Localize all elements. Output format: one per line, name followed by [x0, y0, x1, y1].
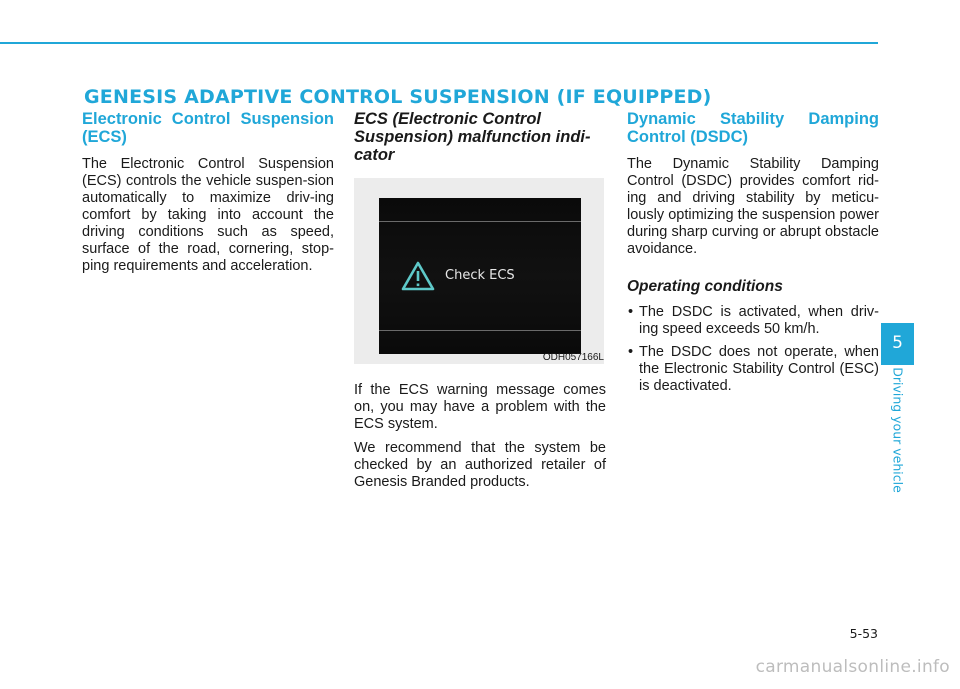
column-ecs: [82, 110, 334, 282]
chapter-tab-rule: [881, 363, 914, 365]
warning-triangle-icon: [401, 261, 435, 291]
dsdc-heading: Dynamic Stability Damping Control (DSDC): [627, 110, 879, 146]
page-number: 5-53: [849, 626, 878, 641]
dsdc-paragraph: The Dynamic Stability Damping Control (DSDC) provides comfort rid-ing and driving stability by meticu-lously optimizing the suspension power during sharp curving or abrupt obstacle avoidance.: [627, 156, 879, 257]
column-dsdc: [627, 110, 879, 401]
screen-message: Check ECS: [445, 268, 515, 283]
ecs-heading: Electronic Control Suspension (ECS): [82, 110, 334, 146]
ecs-paragraph: The Electronic Control Suspension (ECS) controls the vehicle suspen-sion automatically to maximize driv-ing comfort by taking into account the driving conditions such as speed, surface of the road, cornering, stop-ping requirements and acceleration.: [82, 156, 334, 274]
watermark: carmanualsonline.info: [755, 657, 950, 677]
top-rule: [0, 42, 878, 44]
chapter-tab: 5: [881, 323, 914, 363]
operating-conditions-heading: Operating conditions: [627, 278, 783, 295]
list-item: • The DSDC does not operate, when the Electronic Stability Control (ESC) is deactivated.: [627, 344, 879, 395]
operating-conditions-list: [627, 304, 879, 395]
chapter-label: Driving your vehicle: [890, 367, 906, 493]
list-item: • The DSDC is activated, when driv-ing speed exceeds 50 km/h.: [627, 304, 879, 338]
cluster-screen: [379, 198, 581, 354]
cluster-figure: [354, 178, 604, 364]
column-ecs-indicator: [354, 110, 606, 498]
screen-divider-top: [379, 221, 581, 222]
figure-code: ODH057166L: [542, 352, 604, 363]
section-title: GENESIS ADAPTIVE CONTROL SUSPENSION (IF EQUIPPED): [84, 86, 712, 108]
indicator-paragraph-1: If the ECS warning message comes on, you may have a problem with the ECS system.: [354, 382, 606, 432]
indicator-heading: ECS (Electronic Control Suspension) malfunction indi-cator: [354, 110, 591, 164]
indicator-paragraph-2: We recommend that the system be checked by an authorized retailer of Genesis Branded products.: [354, 440, 606, 490]
screen-divider-bottom: [379, 330, 581, 331]
